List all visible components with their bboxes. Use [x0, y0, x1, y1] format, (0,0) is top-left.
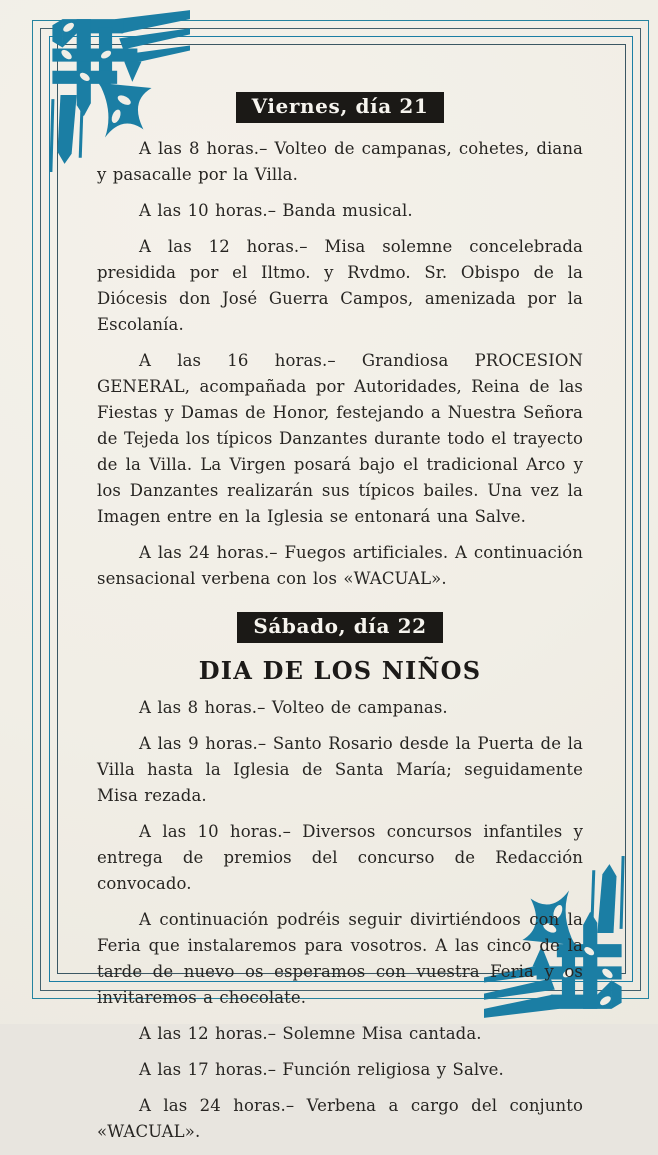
schedule-item: A las 24 horas.– Fuegos artificiales. A continuación sensacional verbena con los «WACUAL».: [97, 543, 583, 588]
schedule-item: A las 10 horas.– Banda musical.: [139, 201, 413, 220]
schedule-item: A las 24 horas.– Verbena a cargo del conjunto «WACUAL».: [97, 1096, 583, 1141]
schedule-item: A las 16 horas.– Grandiosa PROCESION GENERAL, acompañada por Autoridades, Reina de las Fiestas y Damas de Honor, festejando a Nuestra Señora de Tejeda los típicos Danzantes durante todo el trayecto de la Villa. La Virgen posará bajo el tradicional Arco y los Danzantes realizarán sus típicos bailes. Una vez la Imagen entre en la Iglesia se entonará una Salve.: [97, 351, 583, 526]
program-content: [97, 92, 583, 1155]
schedule-item: A las 9 horas.– Santo Rosario desde la Puerta de la Villa hasta la Iglesia de Santa María; seguidamente Misa rezada.: [97, 734, 583, 805]
schedule-item: A las 8 horas.– Volteo de campanas.: [139, 698, 448, 717]
day-badge: Viernes, día 21: [236, 92, 445, 123]
section-subtitle: DIA DE LOS NIÑOS: [198, 656, 482, 685]
schedule-item: A las 8 horas.– Volteo de campanas, cohetes, diana y pasacalle por la Villa.: [97, 139, 583, 184]
schedule-item: A continuación podréis seguir divirtiéndoos con la Feria que instalaremos para vosotros. A las cinco de la tarde de nuevo os esperamos con vuestra Feria y os invitaremos a chocolate.: [97, 910, 583, 1007]
schedule-item: A las 17 horas.– Función religiosa y Salve.: [139, 1060, 504, 1079]
schedule-item: A las 10 horas.– Diversos concursos infantiles y entrega de premios del concurso de Redacción convocado.: [97, 822, 583, 893]
schedule-item: A las 12 horas.– Solemne Misa cantada.: [139, 1024, 482, 1043]
section-saturday: [97, 612, 583, 1145]
schedule-item: A las 12 horas.– Misa solemne concelebrada presidida por el Iltmo. y Rvdmo. Sr. Obispo de la Diócesis don José Guerra Campos, amenizada por la Escolanía.: [97, 237, 583, 334]
section-friday: [97, 92, 583, 592]
day-badge: Sábado, día 22: [237, 612, 442, 643]
